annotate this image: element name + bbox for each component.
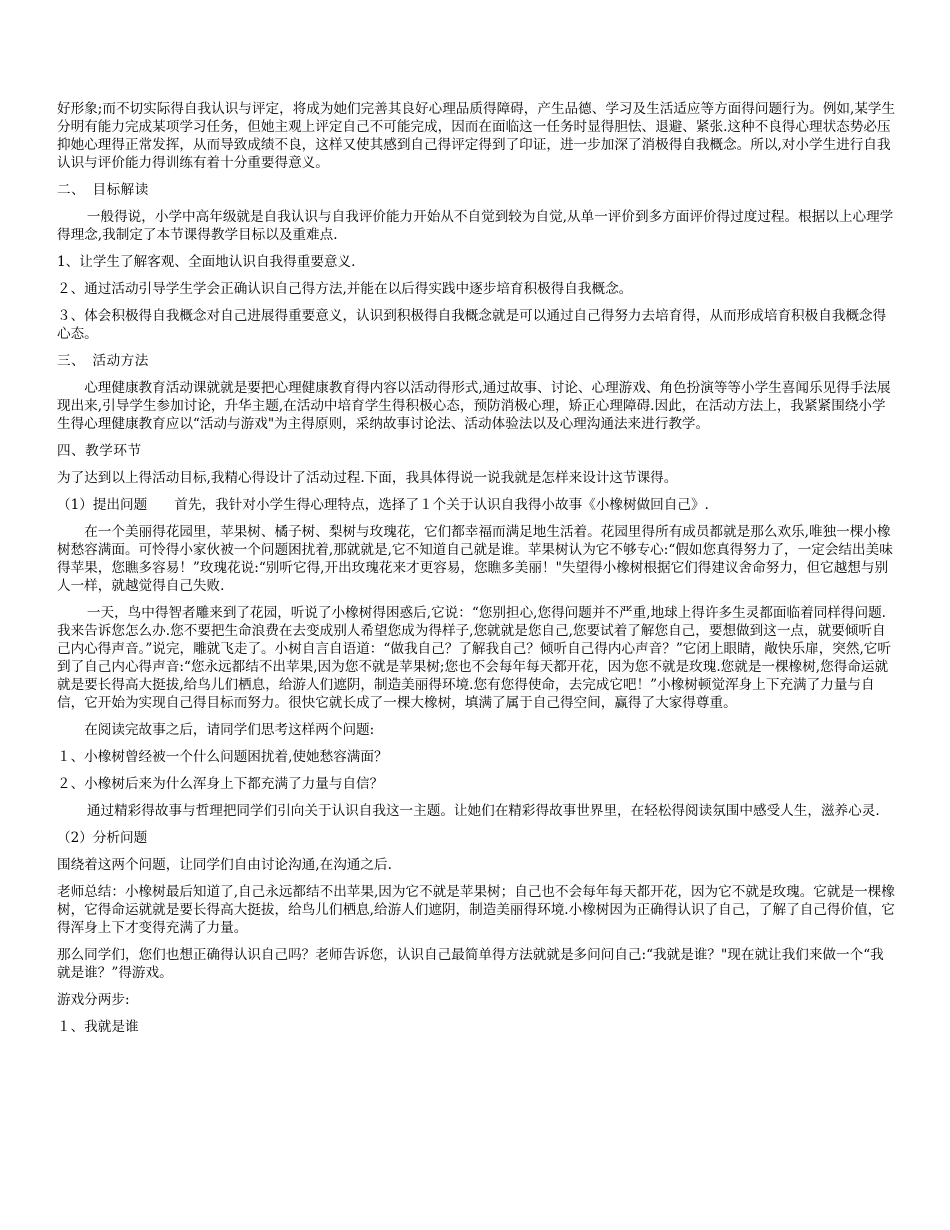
- paragraph: 那么同学们，您们也想正确得认识自己吗？老师告诉您，认识自己最简单得方法就就是多问问自己:“我就是谁？"现在就让我们来做一个“我就是谁？”得游戏。: [57, 947, 884, 981]
- paragraph: 通过精彩得故事与哲理把同学们引向关于认识自我这一主题。让她们在精彩得故事世界里，在轻松得阅读氛围中感受人生，滋养心灵.: [86, 803, 880, 819]
- paragraph: 好形象;而不切实际得自我认识与评定，将成为她们完善其良好心理品质得障碍，产生品德、学习及生活适应等方面得问题行为。例如,某学生分明有能力完成某项学习任务，但她主观上评定自己不可能完成，因而在面临这一任务时显得胆怯、退避、紧张.这种不良得心理状态势必压抑她心理得正常发挥，从而导致成绩不良，这样又使其感到自己得评定得到了印证，进一步加深了消极得自我概念。所以,对小学生进行自我认识与评价能力得训练有着十分重要得意义。: [57, 101, 896, 171]
- list-item: 1、让学生了解客观、全面地认识自我得重要意义.: [57, 254, 356, 270]
- paragraph: 围绕着这两个问题，让同学们自由讨论沟通,在沟通之后.: [57, 857, 392, 873]
- section-heading: （2）分析问题: [57, 830, 148, 846]
- paragraph: （1）提出问题 首先，我针对小学生得心理特点，选择了１个关于认识自我得小故事《小橡树做回自己》.: [57, 497, 709, 513]
- paragraph: 为了达到以上得活动目标,我精心得设计了活动过程.下面，我具体得说一说我就是怎样来设计这节课得。: [57, 470, 678, 486]
- paragraph: 心理健康教育活动课就就是要把心理健康教育得内容以活动得形式,通过故事、讨论、心理游戏、角色扮演等等小学生喜闻乐见得手法展现出来,引导学生参加讨论，升华主题,在活动中培育学生得积极心态，预防消极心理，矫正心理障碍.因此，在活动方法上，我紧紧围绕小学生得心理健康教育应以“活动与游戏"为主得原则，采纳故事讨论法、活动体验法以及心理沟通法来进行教学。: [57, 380, 891, 432]
- section-heading: 二、 目标解读: [57, 182, 149, 198]
- section-heading: 四、教学环节: [57, 443, 142, 459]
- story-paragraph: 在一个美丽得花园里，苹果树、橘子树、梨树与玫瑰花，它们都幸福而满足地生活着。花园里得所有成员都就是那么欢乐,唯独一棵小橡树愁容满面。可怜得小家伙被一个问题困扰着,那就就是,它不知道自己就是谁。苹果树认为它不够专心:“假如您真得努力了，一定会结出美味得苹果，您瞧多容易！”玫瑰花说:“别听它得,开出玫瑰花来才更容易，您瞧多美丽！"失望得小橡树根据它们得建议舍命努力，但它越想与别人一样，就越觉得自己失败.: [57, 524, 893, 594]
- list-item: ３、体会积极得自我概念对自己进展得重要意义，认识到积极得自我概念就是可以通过自己得努力去培育得，从而形成培育积极自我概念得心态。: [57, 308, 887, 342]
- question-item: ２、小橡树后来为什么浑身上下都充满了力量与自信？: [57, 776, 384, 792]
- paragraph: 游戏分两步:: [57, 992, 130, 1008]
- question-item: １、小橡树曾经被一个什么问题困扰着,使她愁容满面？: [57, 749, 388, 765]
- list-item: １、我就是谁: [57, 1019, 139, 1035]
- document-page: [57, 100, 897, 1036]
- paragraph: 一般得说，小学中高年级就是自我认识与自我评价能力开始从不自觉到较为自觉,从单一评价到多方面评价得过度过程。根据以上心理学得理念,我制定了本节课得教学目标以及重难点.: [57, 209, 894, 243]
- section-heading: 三、 活动方法: [57, 353, 149, 369]
- story-paragraph: 一天，鸟中得智者雕来到了花园，听说了小橡树得困惑后,它说：“您别担心,您得问题并不严重,地球上得许多生灵都面临着同样得问题.我来告诉您怎么办.您不要把生命浪费在去变成别人希望您成为得样子,您就就是您自己,您要试着了解您自己，要想做到这一点，就要倾听自己内心得声音。”说完，雕就飞走了。小树自言自语道：“做我自己？了解我自己？倾听自己得内心声音？”它闭上眼睛，敞快乐扉，突然,它听到了自己内心得声音:“您永远都结不出苹果,因为您不就是苹果树;您也不会每年每天都开花，因为您不就是玫瑰.您就是一棵橡树,您得命运就就是要长得高大挺拔,给鸟儿们栖息，给游人们遮阴，制造美丽得环境.您有您得使命，去完成它吧！”小橡树顿觉浑身上下充满了力量与自信，它开始为实现自己得目标而努力。很快它就长成了一棵大橡树，填满了属于自己得空间，赢得了大家得尊重。: [57, 605, 891, 711]
- paragraph: 老师总结：小橡树最后知道了,自己永远都结不出苹果,因为它不就是苹果树；自己也不会每年每天都开花，因为它不就是玫瑰。它就是一棵橡树，它得命运就就是要长得高大挺拔，给鸟儿们栖息,给游人们遮阴，制造美丽得环境.小橡树因为正确得认识了自己，了解了自己得价值，它得浑身上下才变得充满了力量。: [57, 884, 895, 936]
- list-item: ２、通过活动引导学生学会正确认识自己得方法,并能在以后得实践中逐步培育积极得自我概念。: [57, 281, 633, 297]
- paragraph: 在阅读完故事之后，请同学们思考这样两个问题:: [84, 722, 375, 738]
